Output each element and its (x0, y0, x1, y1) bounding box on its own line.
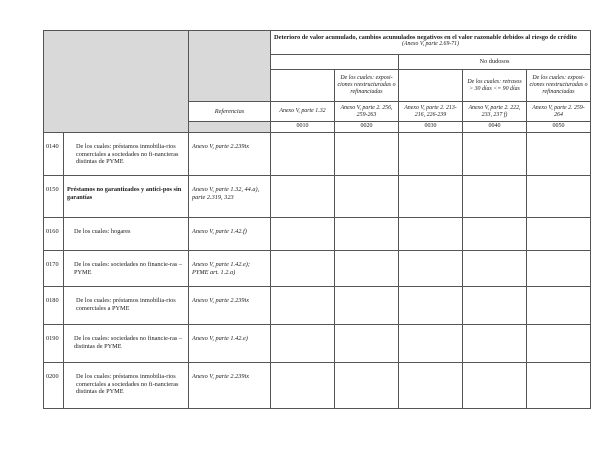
row-label: De los cuales: hogares (64, 218, 189, 251)
cell-0030[interactable] (399, 176, 463, 218)
header-blank-ref-top (189, 31, 271, 102)
header-blank-left (271, 55, 399, 70)
cell-0050[interactable] (527, 325, 591, 363)
row-ref: Anexo V, parte 2.239ix (189, 133, 271, 176)
row-code: 0170 (44, 251, 64, 287)
cell-0030[interactable] (399, 133, 463, 176)
cell-0050[interactable] (527, 176, 591, 218)
row-label: Préstamos no garantizados y antici-pos sin garantías (64, 176, 189, 218)
col-code-0030: 0030 (399, 122, 463, 133)
cell-0030[interactable] (399, 363, 463, 409)
row-label: De los cuales: sociedades no financie-ras – distintas de PYME (64, 325, 189, 363)
cell-0050[interactable] (527, 251, 591, 287)
table-row (44, 287, 591, 325)
row-code: 0150 (44, 176, 64, 218)
code-blank-ref (189, 122, 271, 133)
referencias-header: Referencias (189, 102, 271, 122)
cell-0010[interactable] (271, 176, 335, 218)
cell-0010[interactable] (271, 251, 335, 287)
row-code: 0190 (44, 325, 64, 363)
ref-c030: Anexo V, parte 2. 213-216, 226-239 (399, 102, 463, 122)
row-ref: Anexo V, parte 1.32, 44.a), parte 2.319, 323 (189, 176, 271, 218)
cell-0030[interactable] (399, 325, 463, 363)
row-ref: Anexo V, parte 2.239ix (189, 363, 271, 409)
header-blank-c030 (399, 70, 463, 102)
cell-0050[interactable] (527, 133, 591, 176)
ref-c050: Anexo V, parte 2. 259-264 (527, 102, 591, 122)
cell-0010[interactable] (271, 287, 335, 325)
col-code-0010: 0010 (271, 122, 335, 133)
col-code-0020: 0020 (335, 122, 399, 133)
cell-0010[interactable] (271, 325, 335, 363)
subheader-c040: De los cuales: retrasos > 30 días <= 90 días (463, 70, 527, 102)
cell-0030[interactable] (399, 218, 463, 251)
header-blank-corner (44, 31, 189, 133)
cell-0010[interactable] (271, 363, 335, 409)
cell-0050[interactable] (527, 218, 591, 251)
subheader-c020: De los cuales: exposi-ciones reestructuradas o refinanciadas (335, 70, 399, 102)
table-row (44, 176, 591, 218)
cell-0040[interactable] (463, 363, 527, 409)
ref-c020: Anexo V, parte 2. 256, 259-263 (335, 102, 399, 122)
group-title-ref: (Anexo V, parte 2.69-71) (401, 41, 460, 48)
cell-0040[interactable] (463, 218, 527, 251)
ref-c040: Anexo V, parte 2. 222, 233, 237 f) (463, 102, 527, 122)
table-row (44, 218, 591, 251)
cell-0050[interactable] (527, 363, 591, 409)
table-row (44, 325, 591, 363)
regulatory-table-sheet (43, 30, 590, 409)
cell-0030[interactable] (399, 287, 463, 325)
row-ref: Anexo V, parte 1.42.f) (189, 218, 271, 251)
row-code: 0140 (44, 133, 64, 176)
cell-0020[interactable] (335, 325, 399, 363)
row-label: De los cuales: préstamos inmobilia-rios comerciales a PYME (64, 287, 189, 325)
cell-0020[interactable] (335, 133, 399, 176)
cell-0040[interactable] (463, 325, 527, 363)
row-ref: Anexo V, parte 1.42.e) (189, 325, 271, 363)
table-row (44, 363, 591, 409)
cell-0040[interactable] (463, 176, 527, 218)
row-label: De los cuales: préstamos inmobilia-rios comerciales a sociedades no fi-nancieras distintas de PYME (64, 133, 189, 176)
row-label: De los cuales: sociedades no financie-ras – PYME (64, 251, 189, 287)
col-code-0040: 0040 (463, 122, 527, 133)
cell-0040[interactable] (463, 287, 527, 325)
cell-0020[interactable] (335, 218, 399, 251)
cell-0020[interactable] (335, 363, 399, 409)
subheader-c050: De los cuales: exposi-ciones reestructuradas o refinanciadas (527, 70, 591, 102)
row-ref: Anexo V, parte 1.42.e); PYME art. 1.2.a) (189, 251, 271, 287)
cell-0020[interactable] (335, 251, 399, 287)
group-title: Deterioro de valor acumulado, cambios acumulados negativos en el valor razonable debidos al riesgo de crédito (274, 34, 577, 41)
ref-c010: Anexo V, parte 1.32 (271, 102, 335, 122)
cell-0040[interactable] (463, 133, 527, 176)
cell-0040[interactable] (463, 251, 527, 287)
header-blank-c010 (271, 70, 335, 102)
cell-0030[interactable] (399, 251, 463, 287)
cell-0010[interactable] (271, 218, 335, 251)
impairment-table (43, 30, 591, 409)
cell-0050[interactable] (527, 287, 591, 325)
row-code: 0180 (44, 287, 64, 325)
col-code-0050: 0050 (527, 122, 591, 133)
table-row (44, 133, 591, 176)
cell-0020[interactable] (335, 176, 399, 218)
row-ref: Anexo V, parte 2.239ix (189, 287, 271, 325)
row-code: 0160 (44, 218, 64, 251)
cell-0010[interactable] (271, 133, 335, 176)
no-dudosos-header: No dudosos (399, 55, 591, 70)
cell-0020[interactable] (335, 287, 399, 325)
table-row (44, 251, 591, 287)
row-code: 0200 (44, 363, 64, 409)
group-title-cell (271, 31, 591, 55)
row-label: De los cuales: préstamos inmobilia-rios comerciales a sociedades no fi-nancieras distintas de PYME (64, 363, 189, 409)
